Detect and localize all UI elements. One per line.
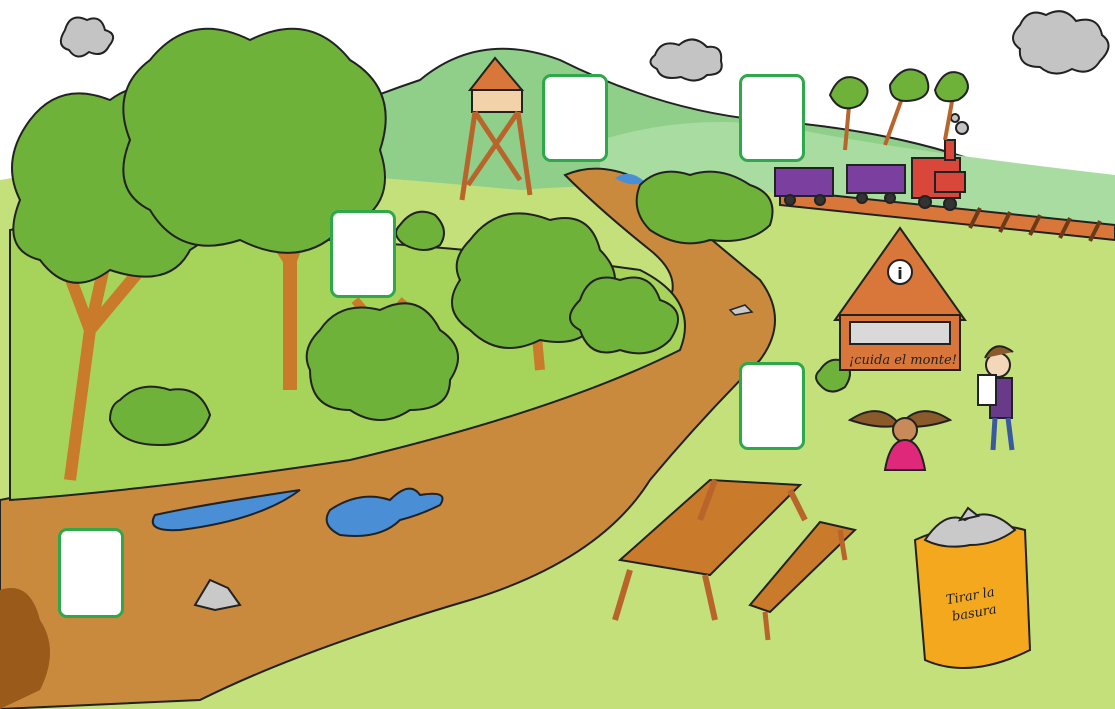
drop-slot-path[interactable] [58,528,124,618]
bin-label-line1: Tirar la [944,584,996,609]
drop-slot-tower[interactable] [542,74,608,162]
drop-slot-hut[interactable] [739,362,805,450]
bin-label-line2: basura [950,602,998,625]
hut-sign-text: ¡cuida el monte! [849,353,957,368]
drop-slot-forest[interactable] [330,210,396,298]
drop-slot-train[interactable] [739,74,805,162]
info-icon: i [897,264,903,283]
